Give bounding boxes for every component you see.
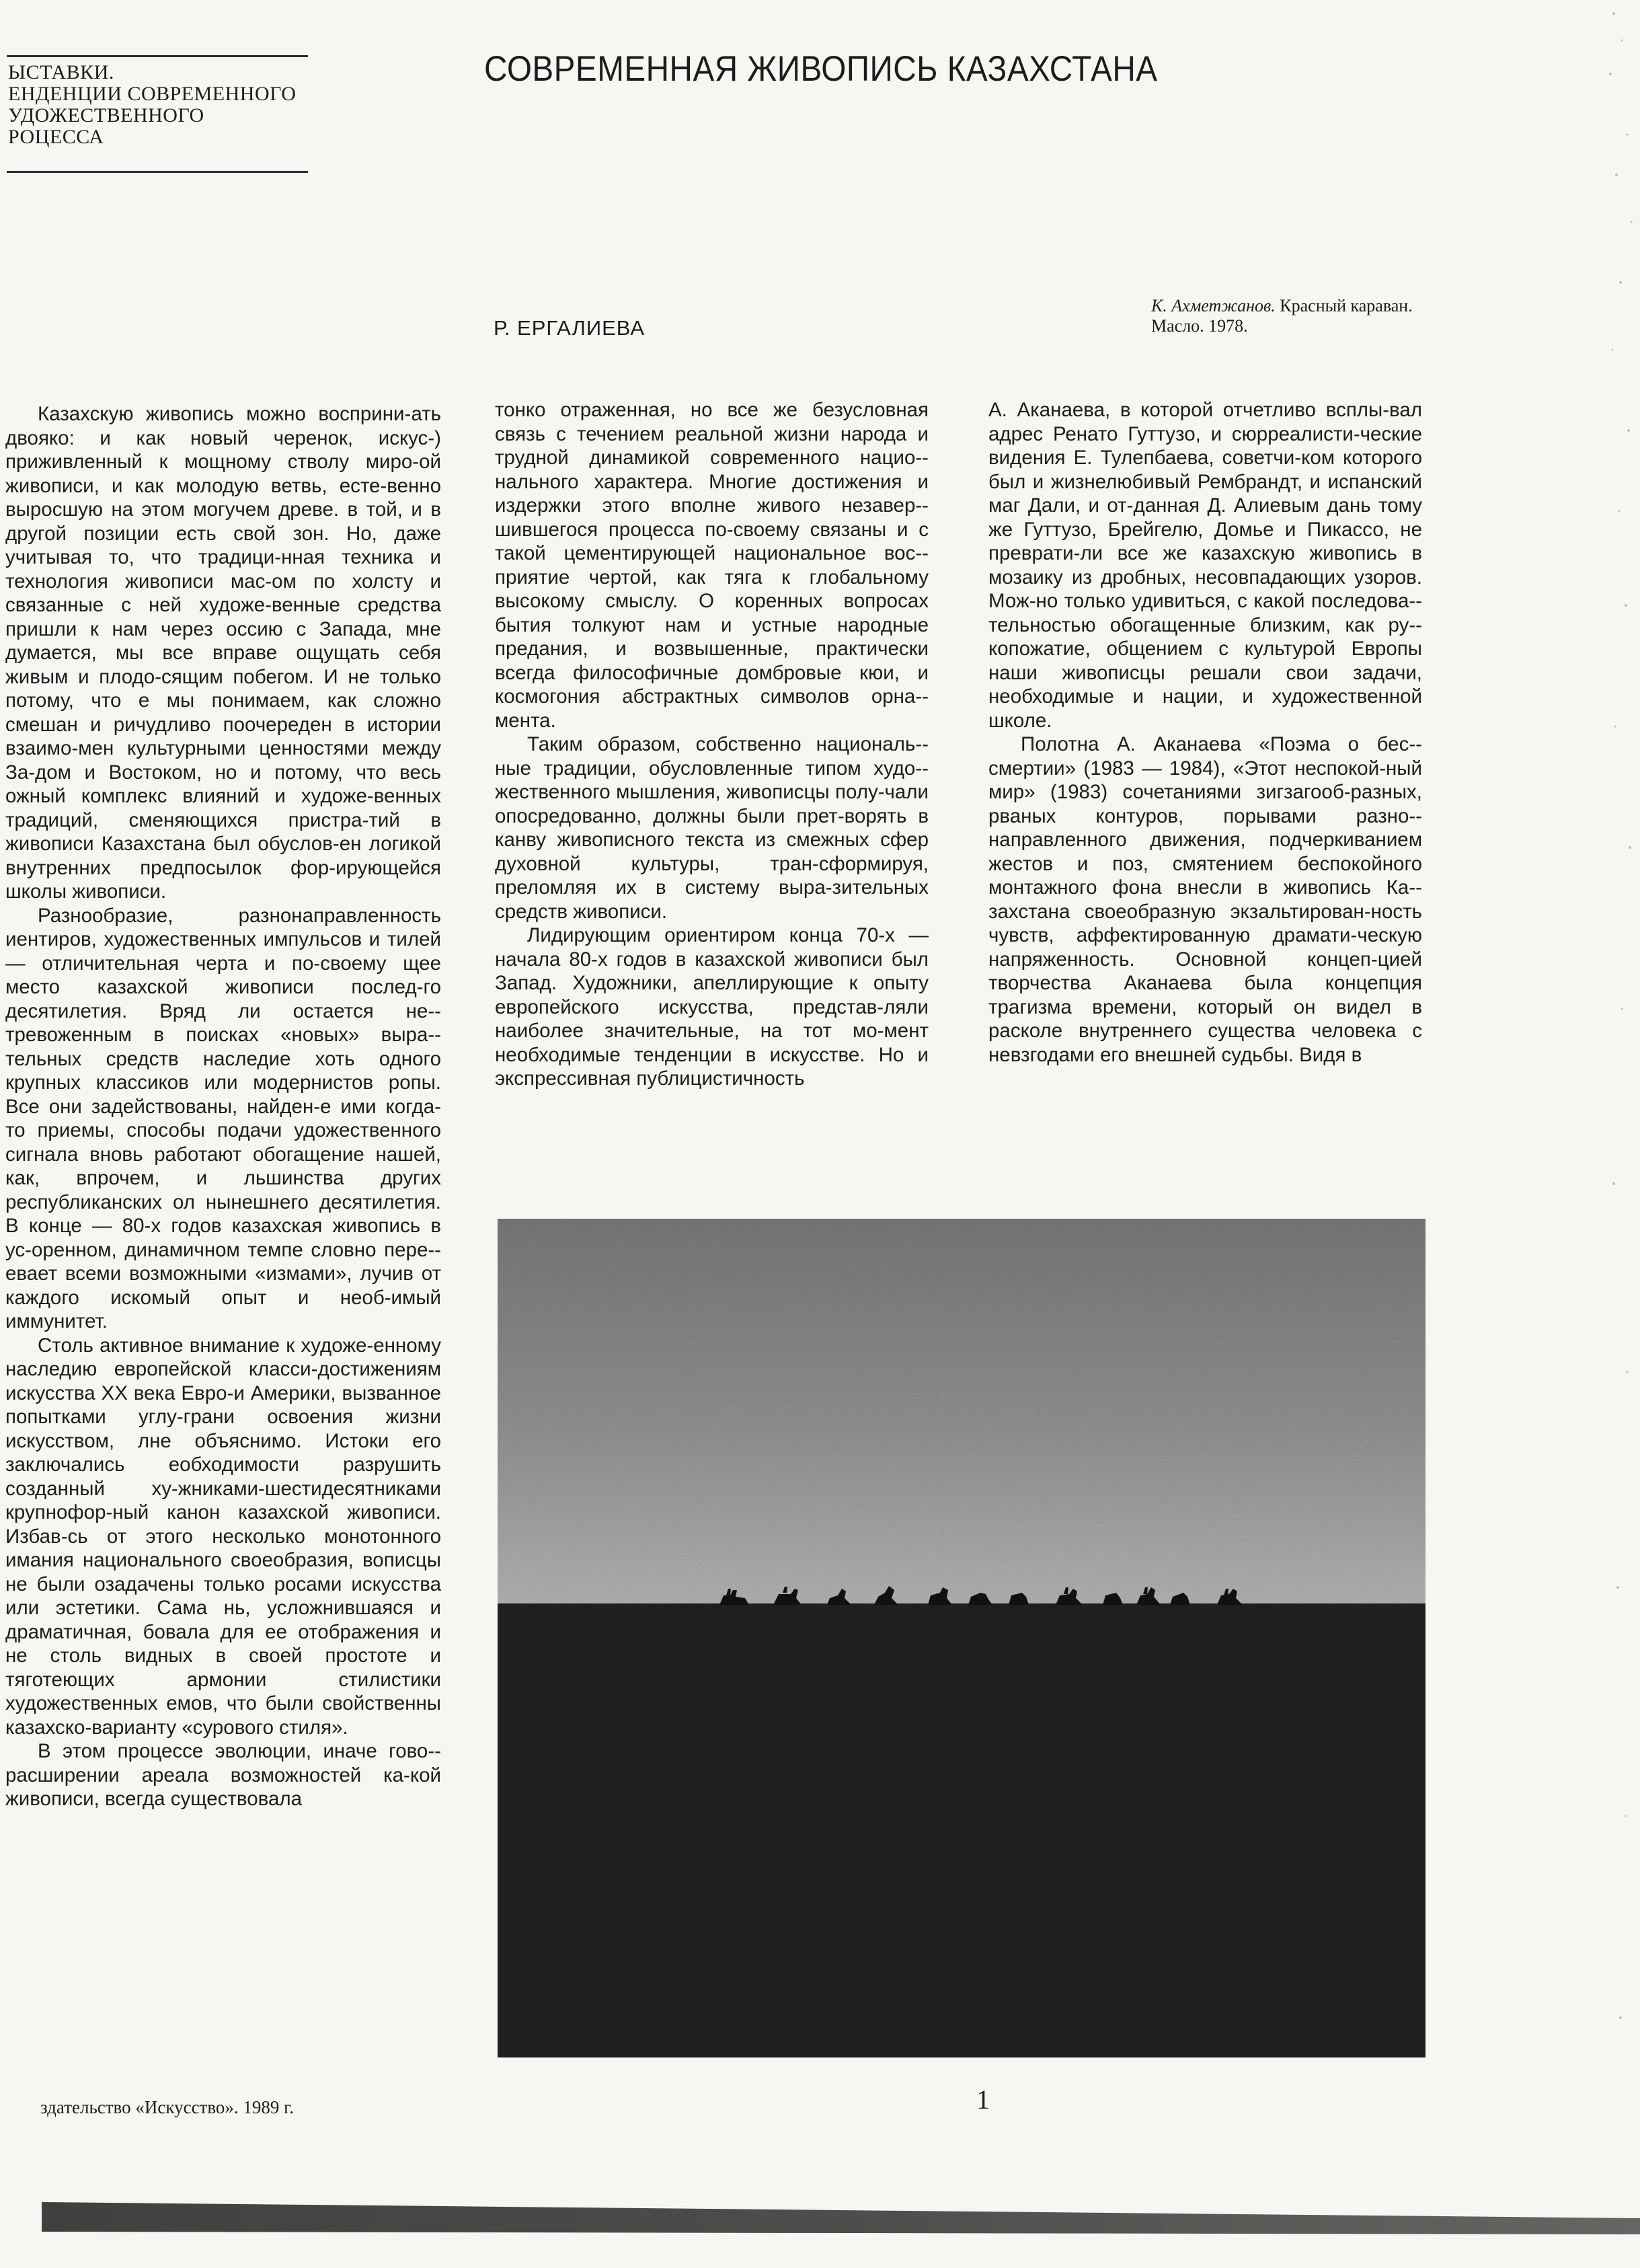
section-heading-line: РОЦЕССА	[8, 126, 104, 148]
painting-image	[498, 1219, 1426, 2057]
ground	[498, 1603, 1426, 2057]
article-title: СОВРЕМЕННАЯ ЖИВОПИСЬ КАЗАХСТАНА	[484, 49, 1158, 89]
paragraph: Таким образом, собственно националь-ные традиции, обусловленные типом худо-жественного мышления, живописцы полу-чали опосредованно, должны были прет-ворять в канву живописного текста из смежных сфер духовной культуры, тран-сформируя, преломляя их в систему выра-зительных средств живописи.	[495, 733, 929, 923]
paragraph: А. Аканаева, в которой отчетливо всплы-вал адрес Ренато Гуттузо, и сюрреалисти-ческие видения Е. Тулепбаева, советчи-ком которого был и жизнелюбивый Рембрандт, и испанский маг Дали, и от-данная Д. Алиевым дань тому же Гуттузо, Брейгелю, Домье и Пикассо, не преврати-ли все же казахскую живопись в мозаику из дробных, несовпадающих узоров. Мож-но только удивиться, с какой последова-тельностью обогащенные близким, как ру-копожатие, общением с культурой Европы наши живописцы решали свои задачи, необходимые и нации, и художественной школе.	[988, 399, 1422, 732]
painting-caption	[1151, 296, 1447, 336]
section-heading	[8, 62, 317, 148]
caption-text: Красный караван. Масло. 1978.	[1151, 296, 1413, 336]
paragraph: В этом процессе эволюции, иначе гово-расширении ареала возможностей ка-кой живописи, всегда существовала	[5, 1740, 441, 1810]
section-heading-line: УДОЖЕСТВЕННОГО	[8, 104, 204, 126]
text-column-3	[988, 398, 1422, 1067]
header-rule-bottom	[7, 171, 308, 173]
paragraph: Разнообразие, разнонаправленность иентиров, художественных импульсов и тилей — отличительная черта и по-своему щее место казахской живописи послед-го десятилетия. Вряд ли остается не-тревоженным в поисках «новых» выра-тельных средств наследие хоть одного крупных классиков или модернистов ропы. Все они задействованы, найден-е ими когда-то приемы, способы подачи удожественного сигнала вновь работают обогащение нашей, как, впрочем, и льшинства других республиканских ол нынешнего десятилетия. В конце — 80-х годов казахская живопись в ус-оренном, динамичном темпе словно пере-евает всеми возможными «измами», лучив от каждого искомый опыт и необ-имый иммунитет.	[5, 904, 441, 1332]
paragraph: Казахскую живопись можно восприни-ать двояко: и как новый черенок, искус-) приживленный к мощному стволу миро-ой живописи, и как молодую ветвь, есте-венно выросшую на этом могучем древе. в той, и в другой позиции есть свой зон. Но, даже учитывая то, что традици-нная техника и технология живописи мас-ом по холсту и связанные с ней художе-венные средства пришли к нам через оссию с Запада, мне думается, мы все вправе ощущать себя живым и плодо-сящим побегом. И не только потому, что е мы понимаем, как сложно смешан и ричудливо поочереден в истории взаимо-мен культурными ценностями между За-дом и Востоком, но и потому, что весь ожный комплекс влияний и художе-венных традиций, сменяющихся пристра-тий в живописи Казахстана был обуслов-ен логикой внутренних предпосылок фор-ирующейся школы живописи.	[5, 403, 441, 903]
sky	[498, 1219, 1426, 1603]
scan-shadow-bar	[42, 2198, 1640, 2236]
paragraph: тонко отраженная, но все же безусловная связь с течением реальной жизни народа и трудной динамикой современного нацио-нального характера. Многие достижения и издержки этого вполне живого незавер-шившегося процесса по-своему связаны и с такой цементирующей национальное вос-приятие чертой, как тяга к глобальному высокому смыслу. О коренных вопросах бытия толкуют нам и устные народные предания, и возвышенные, практически всегда философичные домбровые кюи, и космогония абстрактных символов орна-мента.	[495, 399, 929, 732]
text-column-2	[495, 398, 929, 1091]
scan-edge-noise	[1547, 0, 1640, 2268]
paragraph: Лидирующим ориентиром конца 70-х — начала 80-х годов в казахской живописи был Запад. Художники, апеллирующие к опыту европейского искусства, представ-ляли наиболее значительные, на тот мо-мент необходимые тенденции в искусстве. Но и экспрессивная публицистичность	[495, 924, 929, 1090]
section-heading-line: ЫСТАВКИ.	[8, 61, 114, 83]
painting-red-caravan	[498, 1219, 1426, 2057]
section-heading-line: ЕНДЕНЦИИ СОВРЕМЕННОГО	[8, 83, 297, 105]
page-number: 1	[976, 2084, 990, 2115]
header-rule-top	[7, 55, 308, 57]
article-author: Р. ЕРГАЛИЕВА	[494, 316, 646, 340]
text-column-1	[5, 402, 441, 1811]
publisher-footer: здательство «Искусство». 1989 г.	[40, 2097, 294, 2117]
caption-artist: К. Ахметжанов.	[1151, 296, 1276, 315]
paragraph: Столь активное внимание к художе-енному наследию европейской класси-достижениям искусства XX века Евро-и Америки, вызванное попытками углу-грани освоения жизни искусством, лне объяснимо. Истоки его заключались еобходимости разрушить созданный ху-жниками-шестидесятниками крупнофор-ный канон казахской живописи. Избав-сь от этого несколько монотонного имания национального своеобразия, вописцы не были озадачены только росами искусства или эстетики. Сама нь, усложнившаяся и драматичная, бовала для ее отображения и не столь видных в своей простоте и тяготеющих армонии стилистики художественных емов, что были свойственны казахско-варианту «сурового стиля».	[5, 1334, 441, 1739]
paragraph: Полотна А. Аканаева «Поэма о бес-смертии» (1983 — 1984), «Этот неспокой-ный мир» (1983) сочетаниями зигзагооб-разных, рваных контуров, порывами разно-направленного движения, подчеркиванием жестов и поз, смятением беспокойного монтажного фона внесли в живопись Ка-захстана своеобразную экзальтирован-ность чувств, аффектированную драмати-ческую напряженность. Основной концеп-цией творчества Аканаева была концепция трагизма времени, который он видел в расколе внутреннего существа человека с невзгодами его внешней судьбы. Видя в	[988, 733, 1422, 1066]
